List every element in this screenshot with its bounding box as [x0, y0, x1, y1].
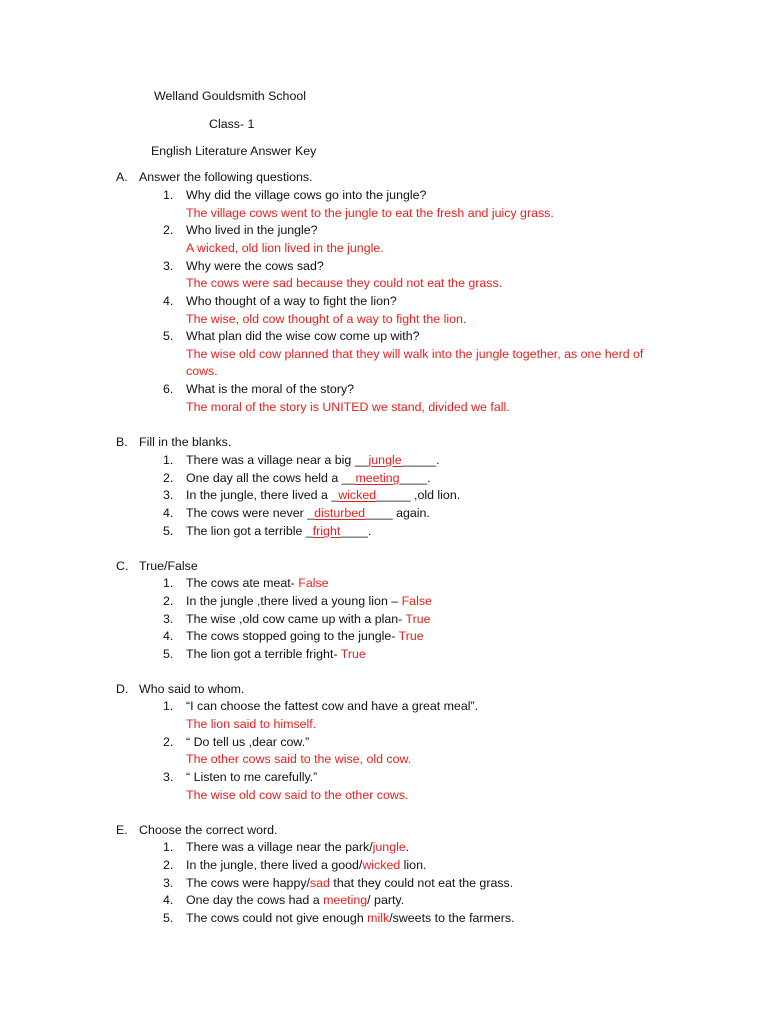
item-number: 4.: [163, 893, 174, 907]
text-before: In the jungle, there lived a good/: [186, 858, 363, 872]
item-number: 2.: [163, 223, 174, 237]
choose-word-item: [186, 875, 513, 891]
item-number: 5.: [163, 329, 174, 343]
question: What plan did the wise cow come up with?: [186, 329, 420, 343]
correct-word: sad: [309, 876, 330, 890]
question: Why did the village cows go into the jungle?: [186, 188, 427, 202]
item-number: 2.: [163, 858, 174, 872]
blank-answer: meeting: [355, 471, 400, 485]
blank-answer: fright: [312, 524, 341, 538]
true-false-item: [186, 593, 432, 609]
answer: A wicked, old lion lived in the jungle.: [186, 241, 384, 255]
item-number: 6.: [163, 382, 174, 396]
item-number: 1.: [163, 840, 174, 854]
question: Who thought of a way to fight the lion?: [186, 294, 397, 308]
class-label: Class- 1: [209, 117, 255, 131]
true-false-item: [186, 628, 424, 644]
section-letter: A.: [116, 170, 128, 184]
tf-answer: False: [298, 576, 329, 590]
statement: The cows ate meat-: [186, 576, 299, 590]
section-letter: B.: [116, 435, 128, 449]
fill-blank-item: [186, 523, 371, 539]
answer: The wise old cow planned that they will walk into the jungle together, as one herd of: [186, 347, 644, 361]
school-name: Welland Gouldsmith School: [154, 89, 306, 103]
fill-blank-item: [186, 487, 460, 503]
blank-suffix: _____ ,old lion.: [376, 488, 461, 502]
answer: The village cows went to the jungle to eat the fresh and juicy grass.: [186, 206, 554, 220]
blank-prefix: In the jungle, there lived a _: [186, 488, 339, 502]
text-after: lion.: [400, 858, 427, 872]
blank-prefix: The cows were never _: [186, 506, 315, 520]
section-title: Choose the correct word.: [139, 823, 278, 837]
fill-blank-item: [186, 470, 431, 486]
tf-answer: False: [401, 594, 432, 608]
item-number: 2.: [163, 735, 174, 749]
fill-blank-item: [186, 505, 430, 521]
section-title: Who said to whom.: [139, 682, 245, 696]
subject-title: English Literature Answer Key: [151, 144, 317, 158]
item-number: 3.: [163, 770, 174, 784]
item-number: 1.: [163, 453, 174, 467]
text-before: The cows were happy/: [186, 876, 310, 890]
blank-answer: wicked: [338, 488, 377, 502]
blank-answer: jungle: [368, 453, 402, 467]
question: Who lived in the jungle?: [186, 223, 318, 237]
quote: “I can choose the fattest cow and have a great meal”.: [186, 699, 479, 713]
section-letter: D.: [116, 682, 129, 696]
blank-suffix: ____ again.: [365, 506, 430, 520]
text-after: that they could not eat the grass.: [329, 876, 514, 890]
text-after: .: [405, 840, 410, 854]
blank-suffix: ____.: [340, 524, 372, 538]
blank-prefix: There was a village near a big __: [186, 453, 369, 467]
tf-answer: True: [405, 612, 431, 626]
blank-prefix: One day all the cows held a __: [186, 471, 356, 485]
choose-word-item: [186, 910, 515, 926]
choose-word-item: [186, 839, 409, 855]
answer-continued: cows.: [186, 364, 218, 378]
item-number: 2.: [163, 471, 174, 485]
item-number: 5.: [163, 647, 174, 661]
item-number: 1.: [163, 576, 174, 590]
choose-word-item: [186, 892, 404, 908]
text-after: / party.: [367, 893, 405, 907]
question: Why were the cows sad?: [186, 259, 324, 273]
item-number: 3.: [163, 259, 174, 273]
quote: “ Do tell us ,dear cow.”: [186, 735, 310, 749]
statement: In the jungle ,there lived a young lion –: [186, 594, 402, 608]
correct-word: meeting: [323, 893, 368, 907]
true-false-item: [186, 646, 366, 662]
item-number: 3.: [163, 488, 174, 502]
answer: The cows were sad because they could not eat the grass.: [186, 276, 503, 290]
item-number: 2.: [163, 594, 174, 608]
item-number: 4.: [163, 629, 174, 643]
answer: The moral of the story is UNITED we stand, divided we fall.: [186, 400, 510, 414]
item-number: 5.: [163, 524, 174, 538]
section-title: Fill in the blanks.: [139, 435, 232, 449]
answer: The lion said to himself.: [186, 717, 317, 731]
item-number: 1.: [163, 699, 174, 713]
quote: “ Listen to me carefully.”: [186, 770, 318, 784]
answer: The other cows said to the wise, old cow.: [186, 752, 412, 766]
item-number: 5.: [163, 911, 174, 925]
tf-answer: True: [398, 629, 424, 643]
section-letter: E.: [116, 823, 128, 837]
item-number: 3.: [163, 612, 174, 626]
section-title: Answer the following questions.: [139, 170, 313, 184]
blank-suffix: _____.: [401, 453, 440, 467]
statement: The cows stopped going to the jungle-: [186, 629, 399, 643]
text-before: One day the cows had a: [186, 893, 324, 907]
section-letter: C.: [116, 559, 129, 573]
statement: The wise ,old cow came up with a plan-: [186, 612, 406, 626]
text-before: The cows could not give enough: [186, 911, 368, 925]
text-after: /sweets to the farmers.: [389, 911, 515, 925]
statement: The lion got a terrible fright-: [186, 647, 341, 661]
answer: The wise, old cow thought of a way to fight the lion.: [186, 312, 467, 326]
choose-word-item: [186, 857, 426, 873]
question: What is the moral of the story?: [186, 382, 355, 396]
item-number: 4.: [163, 294, 174, 308]
item-number: 4.: [163, 506, 174, 520]
item-number: 3.: [163, 876, 174, 890]
correct-word: milk: [367, 911, 390, 925]
tf-answer: True: [340, 647, 366, 661]
true-false-item: [186, 611, 431, 627]
fill-blank-item: [186, 452, 440, 468]
true-false-item: [186, 575, 329, 591]
section-title: True/False: [139, 559, 198, 573]
item-number: 1.: [163, 188, 174, 202]
blank-answer: disturbed: [314, 506, 366, 520]
correct-word: wicked: [362, 858, 401, 872]
blank-prefix: The lion got a terrible _: [186, 524, 313, 538]
answer: The wise old cow said to the other cows.: [186, 788, 409, 802]
correct-word: jungle: [372, 840, 406, 854]
blank-suffix: ____.: [399, 471, 431, 485]
text-before: There was a village near the park/: [186, 840, 373, 854]
